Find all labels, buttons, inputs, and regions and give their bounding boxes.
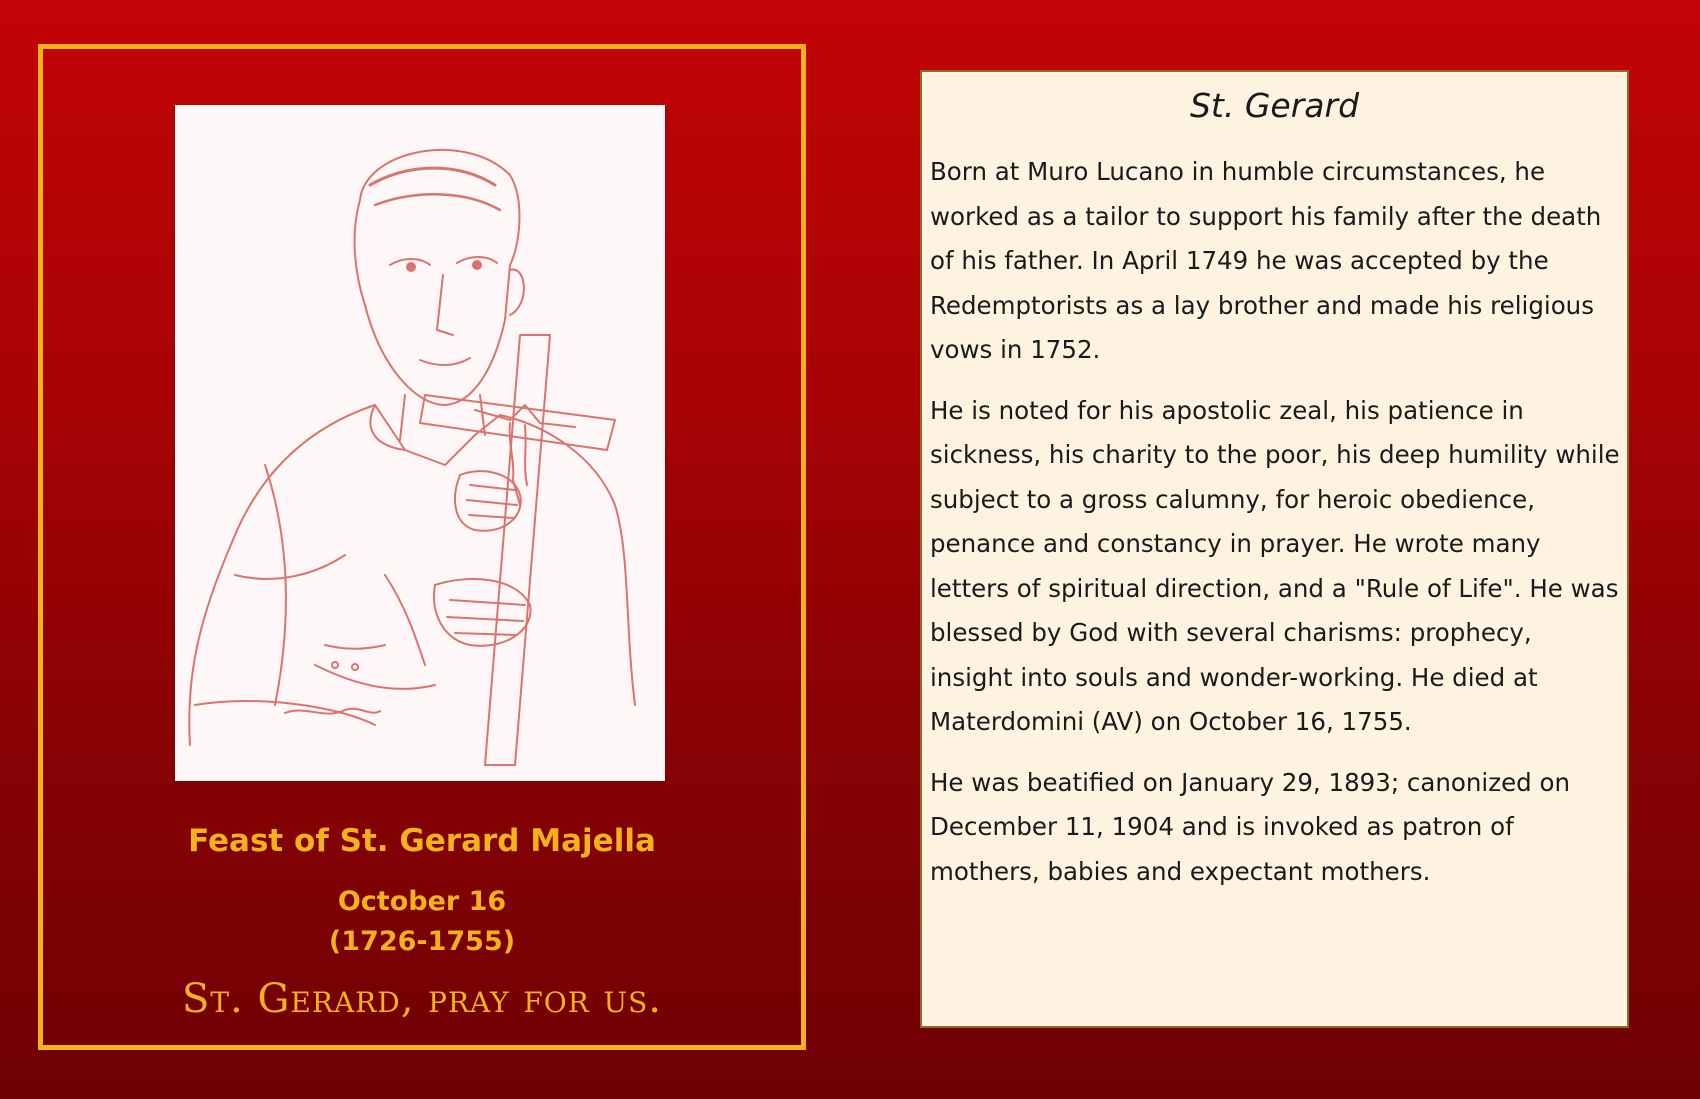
saint-portrait-sketch — [175, 105, 665, 781]
biography-paragraph: Born at Muro Lucano in humble circumstances, he worked as a tailor to support his family after the death of his father. In April 1749 he was accepted by the Redemptorists as a lay brother and made his religious vows in 1752. — [930, 157, 1602, 364]
invocation: St. Gerard, pray for us. — [181, 976, 663, 1022]
feast-title: Feast of St. Gerard Majella — [188, 823, 656, 859]
biography-paragraph: He is noted for his apostolic zeal, his patience in sickness, his charity to the poor, his deep humility while subject to a gross calumny, for heroic obedience, penance and constancy in prayer. He wrote many letters of spiritual direction, and a "Rule of Life". He was blessed by God with several charisms: prophecy, insight into souls and wonder-working. He died at Materdomini (AV) on October 16, 1755. — [930, 395, 1620, 736]
biography-paragraph: He was beatified on January 29, 1893; canonized on December 11, 1904 and is invoked as patron of mothers, babies and expectant mothers. — [930, 767, 1571, 886]
biography-title: St. Gerard — [1189, 86, 1360, 125]
biography-body — [930, 150, 1622, 910]
life-years: (1726-1755) — [328, 926, 516, 957]
feast-date: October 16 — [337, 886, 507, 917]
biography-panel — [920, 70, 1629, 1028]
